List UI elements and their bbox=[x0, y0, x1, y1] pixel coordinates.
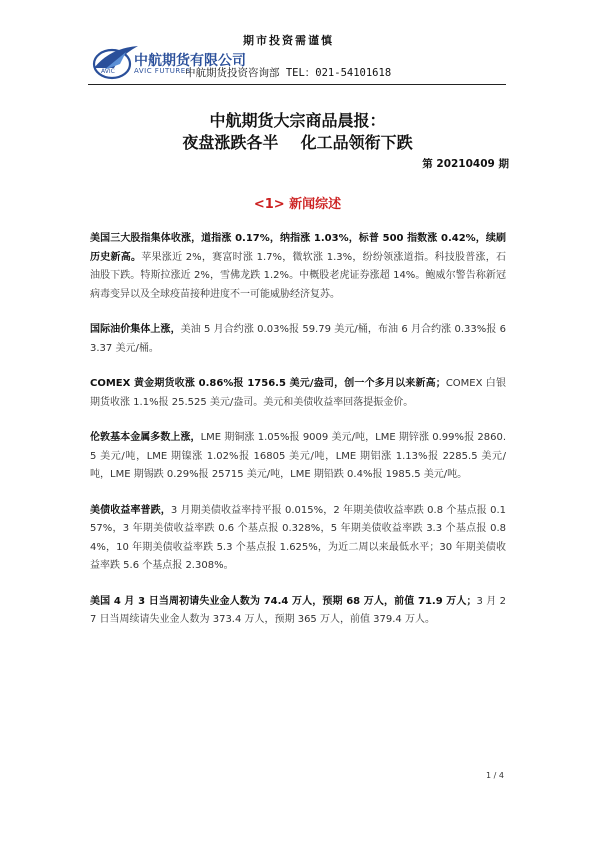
news-lead: 美国三大股指集体收涨，道指涨 0.17%，纳指涨 1.03%，标普 500 指数涨 0.42%，续刷历史新高。 bbox=[90, 233, 506, 263]
news-text: 3 月期美债收益率持平报 0.015%，2 年期美债收益率跌 0.8 个基点报 0.157%，3 年期美债收益率跌 0.6 个基点报 0.328%，5 年期美债收益率跌 3.3 个基点报 0.84%，10 年期美债收益率跌 5.3 个基点报 1.625%，为近二周以来最低水平；30 年期美债收益率跌 5.6 个基点报 2.308%。 bbox=[90, 504, 507, 571]
news-lead: 伦敦基本金属多数上涨， bbox=[90, 432, 201, 443]
news-paragraph-jobless-claims bbox=[90, 593, 506, 630]
report-title: 中航期货大宗商品晨报： bbox=[209, 111, 386, 130]
news-lead: 国际油价集体上涨， bbox=[90, 324, 181, 335]
news-lead: COMEX 黄金期货收涨 0.86%报 1756.5 美元/盎司，创一个多月以来新高； bbox=[90, 378, 446, 389]
contact-line: 中航期货投资咨询部 TEL：021-54101618 bbox=[185, 67, 392, 79]
news-text: COMEX 白银期货收涨 1.1%报 25.525 美元/盎司。美元和美债收益率回落提振金价。 bbox=[90, 378, 506, 408]
news-paragraph-treasury-yields bbox=[90, 502, 506, 576]
page-number: 1 / 4 bbox=[486, 771, 504, 780]
news-paragraph-base-metals bbox=[90, 429, 506, 485]
news-lead: 美债收益率普跌， bbox=[90, 504, 171, 516]
news-paragraph-oil bbox=[90, 321, 506, 358]
company-name-en: AVIC FUTURES bbox=[134, 67, 191, 75]
news-text: 美油 5 月合约涨 0.03%报 59.79 美元/桶，布油 6 月合约涨 0.33%报 63.37 美元/桶。 bbox=[90, 324, 506, 354]
news-paragraph-gold bbox=[90, 375, 506, 412]
news-text: LME 期铜涨 1.05%报 9009 美元/吨，LME 期锌涨 0.99%报 2860.5 美元/吨，LME 期镍涨 1.02%报 16805 美元/吨，LME 期铝涨 1.13%报 2285.5 美元/吨，LME 期锡跌 0.29%报 25715 美元/吨，LME 期铅跌 0.4%报 1985.5 美元/吨。 bbox=[90, 432, 506, 480]
company-name-cn: 中航期货有限公司 bbox=[134, 53, 246, 69]
news-body bbox=[90, 230, 506, 647]
header-divider bbox=[88, 84, 506, 85]
logo-text: AVIC bbox=[101, 68, 115, 75]
risk-warning: 期市投资需谨慎 bbox=[243, 34, 334, 47]
news-text: 3 月 27 日当周续请失业金人数为 373.4 万人，预期 365 万人，前值 379.4 万人。 bbox=[90, 595, 506, 625]
news-lead: 美国 4 月 3 日当周初请失业金人数为 74.4 万人，预期 68 万人，前值 71.9 万人； bbox=[90, 595, 477, 607]
avic-logo-icon bbox=[90, 42, 140, 80]
report-subtitle: 夜盘涨跌各半 化工品领衔下跌 bbox=[182, 133, 413, 152]
section-heading: <1> 新闻综述 bbox=[253, 197, 342, 212]
news-text: 苹果涨近 2%，赛富时涨 1.7%，微软涨 1.3%，纷纷领涨道指。科技股普涨，石油股下跌。特斯拉涨近 2%，雪佛龙跌 1.2%。中概股老虎证券涨超 14%。鲍威尔警告称新冠病毒变异以及全球疫苗接种进度不一可能威胁经济复苏。 bbox=[90, 251, 507, 300]
news-paragraph-us-stocks bbox=[90, 230, 506, 304]
issue-number: 第 20210409 期 bbox=[422, 158, 509, 170]
